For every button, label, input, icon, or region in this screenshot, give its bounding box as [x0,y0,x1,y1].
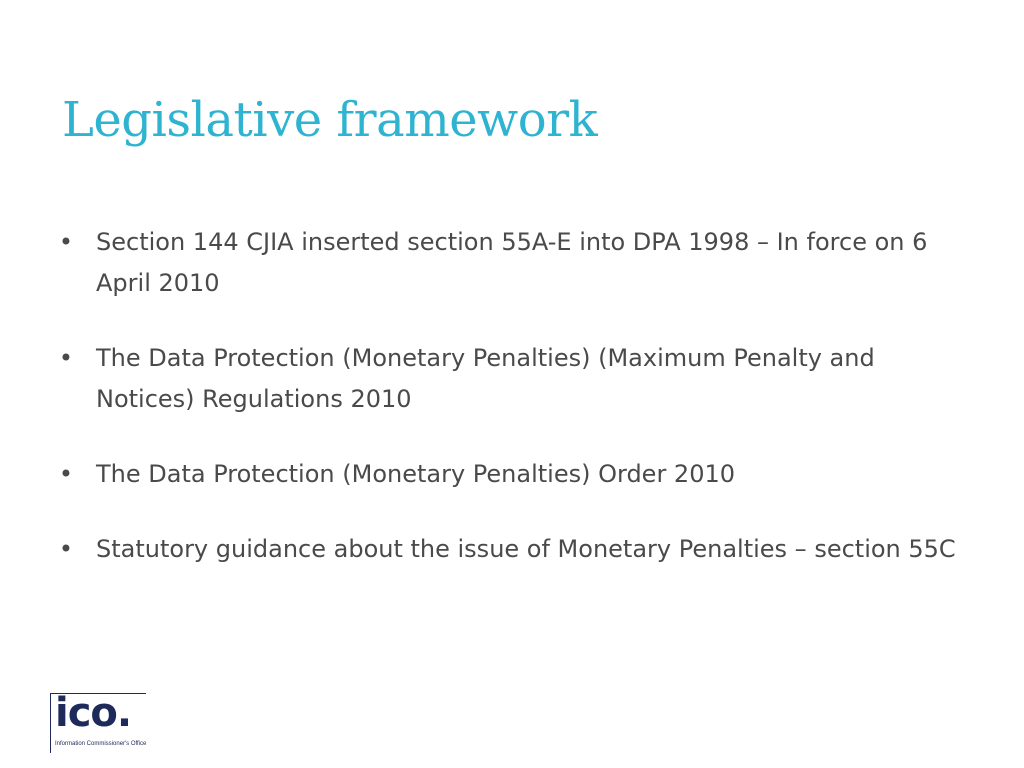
logo-mark: ico. [55,690,132,736]
bullet-item [58,454,978,495]
bullet-list [58,222,978,604]
bullet-dot-icon: • [58,460,74,488]
ico-logo [50,690,147,753]
bullet-item [58,222,978,304]
bullet-text: Statutory guidance about the issue of Monetary Penalties – section 55C [96,535,956,563]
bullet-item [58,529,978,570]
bullet-dot-icon: • [58,535,74,563]
logo-caption: Information Commissioner's Office [55,741,147,747]
bullet-dot-icon: • [58,228,74,256]
slide-title: Legislative framework [62,92,598,148]
bullet-text: Section 144 CJIA inserted section 55A-E into DPA 1998 – In force on 6 April 2010 [96,228,928,297]
bullet-item [58,338,978,420]
bullet-text: The Data Protection (Monetary Penalties) (Maximum Penalty and Notices) Regulations 2010 [96,344,875,413]
bullet-text: The Data Protection (Monetary Penalties) Order 2010 [96,460,736,488]
bullet-dot-icon: • [58,344,74,372]
